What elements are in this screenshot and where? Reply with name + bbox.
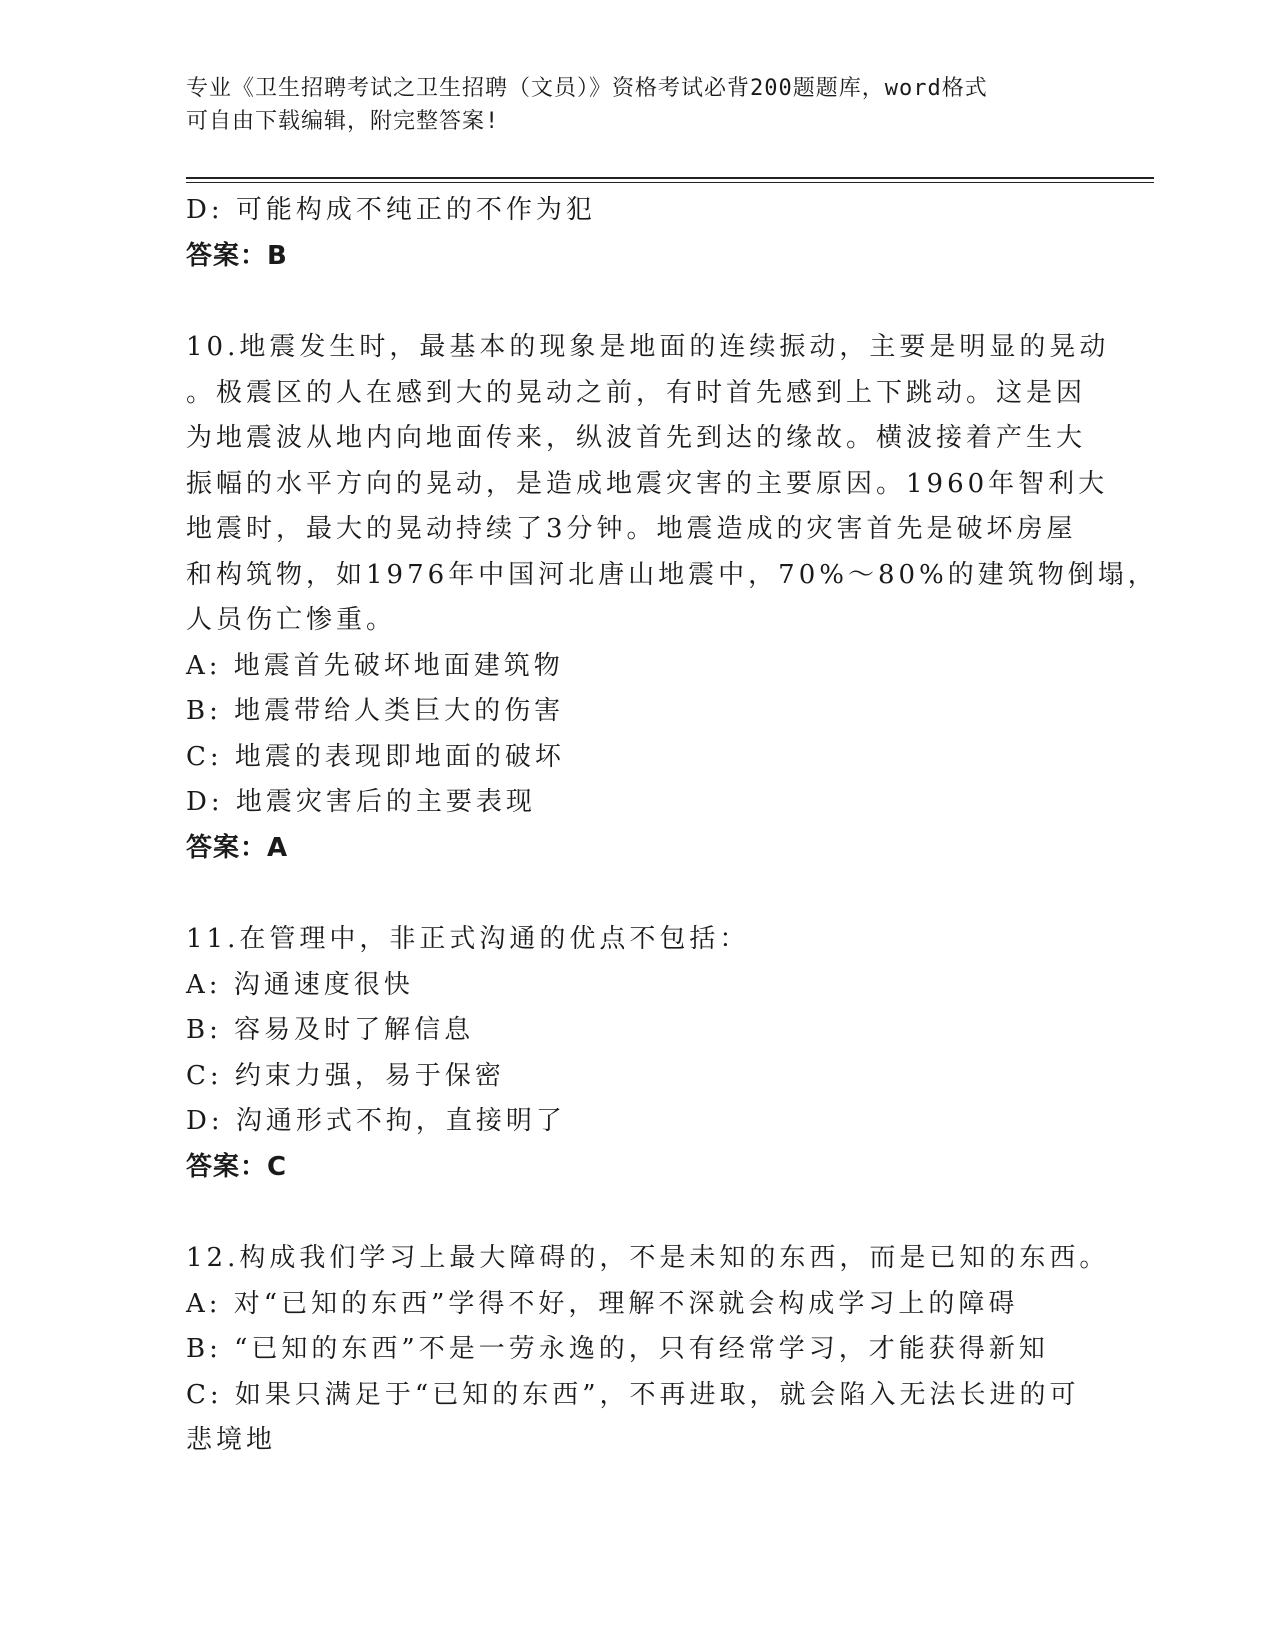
spacer [186,279,1076,325]
header-line-2: 可自由下载编辑，附完整答案! [186,109,500,134]
document-header [186,72,1066,138]
q11-option-b: B: 容易及时了解信息 [186,1015,475,1045]
q10-stem-line: 。极震区的人在感到大的晃动之前，有时首先感到上下跳动。这是因 [186,377,1087,408]
q11-option-c: C: 约束力强，易于保密 [186,1060,505,1091]
q10-stem-line: 10.地震发生时，最基本的现象是地面的连续振动，主要是明显的晃动 [186,332,1110,362]
spacer [186,871,1076,917]
q10-option-a: A: 地震首先破坏地面建筑物 [186,650,564,681]
q12-option-a: A: 对“已知的东西”学得不好，理解不深就会构成学习上的障碍 [186,1288,1019,1319]
q10-answer: 答案：A [186,832,289,863]
q10-stem-line: 振幅的水平方向的晃动，是造成地震灾害的主要原因。1960年智利大 [186,468,1109,499]
prev-option-d: D: 可能构成不纯正的不作为犯 [186,195,596,225]
question-10 [186,325,1158,871]
prev-answer: 答案：B [186,240,288,271]
q11-stem: 11.在管理中，非正式沟通的优点不包括： [186,924,750,954]
q10-option-d: D: 地震灾害后的主要表现 [186,787,536,817]
question-11 [186,917,1076,1190]
question-12 [186,1236,1110,1464]
q10-stem-line: 人员伤亡惨重。 [186,605,397,635]
q11-option-a: A: 沟通速度很快 [186,969,414,1000]
q10-option-c: C: 地震的表现即地面的破坏 [186,741,565,772]
spacer [186,1190,1076,1236]
header-divider-thin [186,182,1154,183]
q12-option-c: C: 如果只满足于“已知的东西”，不再进取，就会陷入无法长进的可 [186,1379,1080,1410]
q10-stem-line: 和构筑物，如1976年中国河北唐山地震中，70%～80%的建筑物倒塌， [186,559,1158,590]
q10-stem-line: 为地震波从地内向地面传来，纵波首先到达的缘故。横波接着产生大 [186,423,1087,453]
q11-option-d: D: 沟通形式不拘，直接明了 [186,1106,566,1136]
header-line-1: 专业《卫生招聘考试之卫生招聘（文员）》资格考试必背200题题库，word格式 [186,76,988,101]
q11-answer: 答案：C [186,1151,288,1182]
document-body [186,188,1158,1464]
q12-stem: 12.构成我们学习上最大障碍的，不是未知的东西，而是已知的东西。 [186,1243,1110,1273]
q10-stem-line: 地震时，最大的晃动持续了3分钟。地震造成的灾害首先是破坏房屋 [186,514,1077,544]
header-divider-thick [186,177,1154,179]
q12-option-c-continued: 悲境地 [186,1425,277,1455]
q10-option-b: B: 地震带给人类巨大的伤害 [186,696,565,726]
q12-option-b: B: “已知的东西”不是一劳永逸的，只有经常学习，才能获得新知 [186,1334,1049,1364]
